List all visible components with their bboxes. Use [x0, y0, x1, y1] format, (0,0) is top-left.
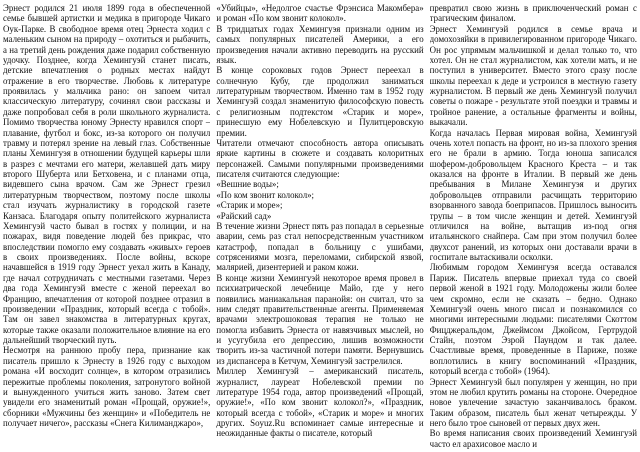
paragraph: Любимым городом Хемингуэя всегда оставался Париж. Писатель впервые приехал туда со своей первой женой в 1921 году. Молодожены жили более чем скромно, если не сказать – бедно. Однако Хемингуэй очень много писал и познакомился со многими интересными людьми: писателями Скоттом Фицджеральдом, Джеймсом Джойсом, Гертрудой Стайн, поэтом Эзрой Паундом и так далее. Счастливые время, проведенные в Париже, позже воплотились в книгу воспоминаний «Праздник, который всегда с тобой» (1964). [429, 262, 637, 377]
paragraph: Миллер Хемингуэй – американский писатель, журналист, лауреат Нобелевской премии по литературе 1954 года, автор произведений «Прощай, оружие!», «По ком звонит колокол?», «Праздник, который всегда с тобой», «Старик и море» и многих других. Soyuz.Ru вспоминает самые интересные и неожиданные факты о писателе, который [216, 366, 424, 439]
paragraph: Когда началась Первая мировая война, Хемингуэй очень хотел попасть на фронт, но из-за плохого зрения его не брали в армию. Тогда юноша записался шофером-добровольцем Красного Креста – и так оказался на фронте в Италии. В первый же день пребывания в Милане Хемингуэя и других добровольцев отправили расчищать территорию взорванного завода боеприпасов. Пришлось выносить трупы – в том числе женщин и детей. Хемингуэй отличился на войне, вытащив из-под огня итальянского снайпера. Сам при этом получил более двухсот ранений, из которых они доставали врачи в госпитале вытаскивали осколки. [429, 127, 637, 262]
list-item: «Старик и море»; [216, 200, 283, 211]
list-item: «По ком звонит колокол»; [216, 189, 315, 200]
document-page [3, 3, 637, 450]
paragraph: В течение жизни Эрнест пять раз попадал в серьезные аварии, семь раз стал непосредственным участником катастроф, попадал в больницу с ушибами, сотрясениями мозга, переломами, сибирской язвой, малярией, дизентерией и раком кожи. [216, 220, 424, 273]
paragraph: Эрнест родился 21 июля 1899 года в обеспеченной семье бывшей артистки и медика в пригороде Чикаго Оук-Парке. В свободное время отец Эрнеста ходил с маленьким сыном на природу – охотиться и рыбачить, а на третий день рождения даже подарил собственную удочку. Позднее, когда Хемингуэй станет писать, детские впечатления о родных местах найдут отражение в его творчестве. Любовь к литературе проявилась у мальчика рано: он запоем читал классическую литературу, сочинял свои рассказы и даже попробовал себя в роли школьного журналиста. Помимо творчества юному Эрнесту нравился спорт – плавание, футбол и бокс, из-за которого он получил травму и потерял зрение на левый глаз. Собственные планы Хемингуэя в отношении будущей карьеры шли в разрез с мечтами его матери, желавшей дать миру второго Шуберта или Бетховена, и с планами отца, видевшего сына врачом. Сам же Эрнест грезил литературным творчеством, поэтому после школы стал изучать журналистику в городской газете Канзаса. Благодаря опыту политейского журналиста Хемингуэй часто бывал в гостях у полиции, и на пожарах, видя поведение людей без прикрас, что впоследствии помогло ему создавать «живых» героев в своих произведениях. После войны, вскоре начавшейся в 1919 году Эрнест уехал жить в Канаду, где начал сотрудничать с местными газетами. Через два года Хемингуэй вместе с женой переехал во Францию, впечатления от которой позднее отразил в произведении «Праздник, который всегда с тобой». Там он завел знакомства в литературных кругах, которые также оказали положительное влияние на его дальнейший творческий путь. [3, 3, 211, 345]
paragraph: Несмотря на раннюю пробу пера, признание как писатель пришло к Эрнесту в 1926 году с выходом романа «И восходит солнце», в котором отразились пережитые проблемы поколения, затронутого войной и вынужденного учиться жить заново. Затем свет увидели его знаменитый роман «Прощай, оружие!», сборники «Мужчины без женщин» и «Победитель не получает ничего», рассказы «Снега Килиманджаро», [3, 345, 211, 428]
text-column-right [430, 3, 637, 450]
paragraph: «Убийцы», «Недолгое счастье Фрэнсиса Макомбера» и роман «По ком звонит колокол». [216, 3, 424, 24]
paragraph: Читатели отмечают способность автора описывать яркие картины в сюжете и создавать колоритных персонажей. Самыми популярными произведениями писателя считаются следующие: [216, 137, 424, 179]
text-column-middle [216, 3, 423, 450]
paragraph: В конце сороковых годов Эрнест переехал в солнечную Кубу, где продолжил заниматься литературным творчеством. Именно там в 1952 году Хемингуэй создал знаменитую философскую повесть с религиозным подтекстом «Старик и море», принесшую ему Нобелевскую и Пулитцеровскую премии. [216, 65, 424, 138]
paragraph: В тридцатых годах Хемингуэя признали одним из самых популярных писателей Америки, а его произведения начали активно переводить на русский язык. [216, 23, 424, 65]
list-item: «Райский сад» [216, 210, 272, 221]
paragraph: Эрнест Хемингуэй родился в семье врача и домохозяйки в привилегированном пригороде Чикаго. Он рос упрямым мальчишкой и делал только то, что хотел. Он не стал журналистом, как хотели мать, и не поступил в университет. Вместо этого сразу после школы переехал к деде и устроился в местную газету журналистом. В первый же день Хемингуэй получил советы о пожаре - результате этой поездки и травмы и тройное ранение, а остальные фрагменты и войны, выкачали. [429, 23, 637, 128]
paragraph: Во время написания своих произведений Хемингуэй часто ел арахисовое масло и [429, 428, 637, 449]
paragraph: превратил свою жизнь в приключенческий роман с трагическим финалом. [429, 3, 637, 24]
paragraph: В конце жизни Хемингуэй некоторое время провел в психиатрической лечебнице Майо, где у него появились маниакальная паранойя: он считал, что за ним следят правительственные агенты. Применяемая врачами электрошоковая терапия не только не помогла избавить Эрнеста от навязчивых мыслей, но и усугубила его депрессию, лишив возможности творить из-за частичной потери памяти. Вернувшись из диспансера в Кетчум, Хемингуэй застрелился. [216, 272, 424, 366]
paragraph: Эрнест Хемингуэй был популярен у женщин, но при этом не любил крутить романы на стороне. Очередное новое увлечение зачастую заканчивалось браком. Таким образом, писатель был женат четырежды. У него было трое сыновей от первых двух жен. [429, 376, 637, 428]
list-item: «Вешние воды»; [216, 179, 279, 190]
text-column-left [3, 3, 210, 450]
